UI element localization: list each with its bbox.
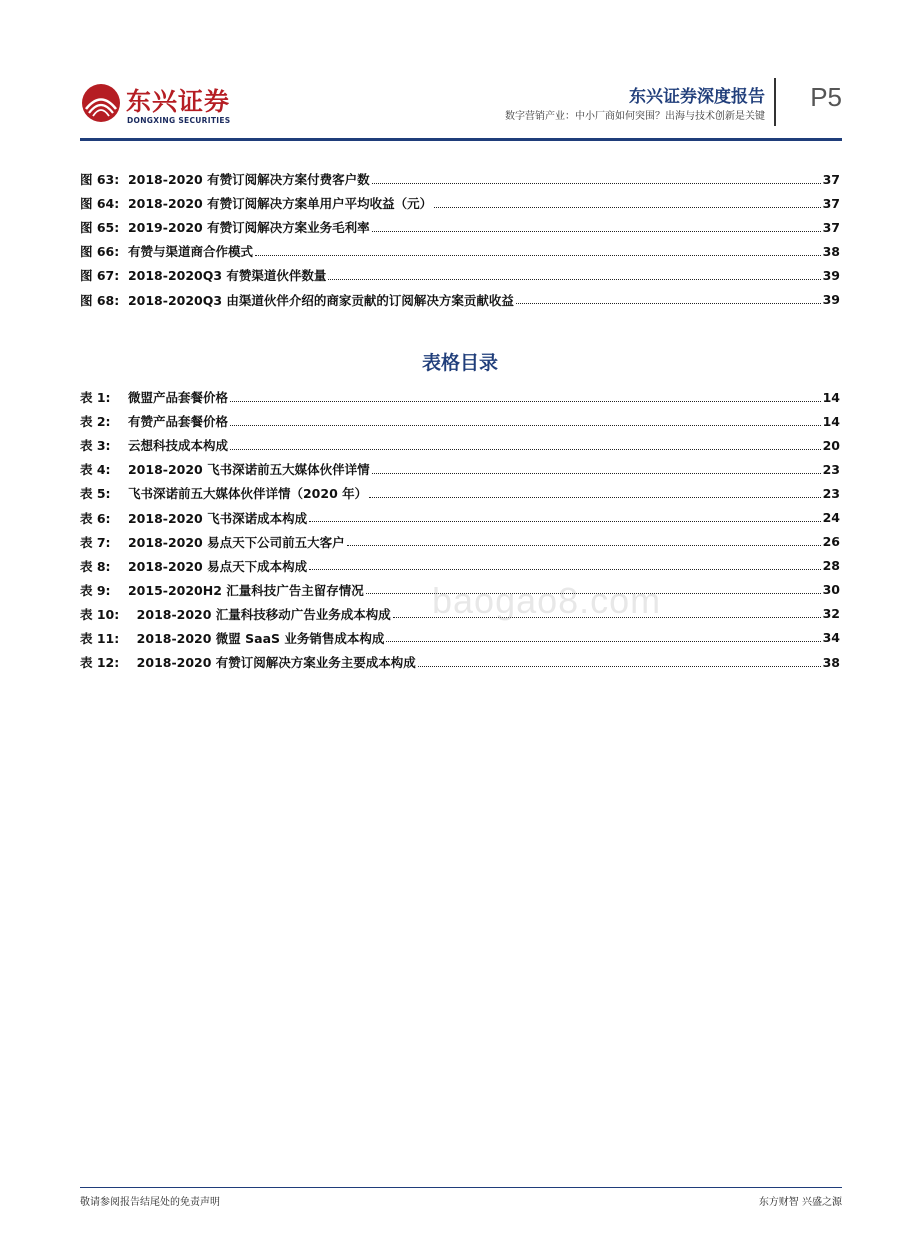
leader-dots (309, 569, 820, 570)
leader-dots (372, 473, 821, 474)
entry-title: 2018-2020 飞书深诺前五大媒体伙伴详情 (127, 462, 370, 478)
entry-title: 2018-2020 汇量科技移动广告业务成本构成 (136, 606, 391, 622)
entry-number: 表 4: (80, 462, 111, 478)
leader-dots (230, 425, 821, 426)
page-header (80, 72, 842, 142)
leader-dots (372, 183, 821, 184)
header-rule (80, 138, 842, 141)
leader-dots (369, 497, 820, 498)
entry-number: 图 67: (80, 268, 120, 284)
entry-title: 2018-2020 有赞订阅解决方案付费客户数 (127, 172, 370, 188)
leader-dots (434, 207, 821, 208)
entry-number: 表 12: (80, 655, 120, 671)
entry-page: 24 (822, 510, 840, 526)
toc-entry[interactable] (80, 481, 840, 505)
header-divider (774, 78, 776, 126)
toc-entry[interactable] (80, 505, 840, 529)
leader-dots (309, 521, 820, 522)
table-toc-list (80, 385, 840, 674)
leader-dots (347, 545, 821, 546)
page-number: P5 (810, 82, 842, 112)
leader-dots (230, 401, 821, 402)
toc-entry[interactable] (80, 409, 840, 433)
logo-emblem-icon (80, 82, 122, 124)
entry-number: 表 7: (80, 534, 111, 550)
entry-page: 39 (822, 267, 840, 283)
entry-number: 表 6: (80, 510, 111, 526)
watermark: baogao8.com (432, 580, 662, 621)
entry-number: 表 8: (80, 558, 111, 574)
leader-dots (328, 279, 820, 280)
entry-title: 2019-2020 有赞订阅解决方案业务毛利率 (127, 220, 370, 236)
entry-number: 表 10: (80, 606, 120, 622)
entry-number: 图 63: (80, 172, 120, 188)
leader-dots (386, 641, 820, 642)
entry-page: 23 (822, 461, 840, 477)
entry-title: 2018-2020Q3 有赞渠道伙伴数量 (127, 268, 327, 284)
entry-title: 2018-2020 飞书深诺成本构成 (127, 510, 308, 526)
entry-title: 2018-2020Q3 由渠道伙伴介绍的商家贡献的订阅解决方案贡献收益 (127, 292, 514, 308)
company-logo (80, 78, 320, 128)
toc-entry[interactable] (80, 457, 840, 481)
entry-page: 32 (822, 606, 840, 622)
entry-number: 图 64: (80, 196, 120, 212)
entry-page: 28 (822, 558, 840, 574)
entry-page: 38 (822, 243, 840, 259)
toc-entry[interactable] (80, 530, 840, 554)
entry-title: 微盟产品套餐价格 (127, 390, 228, 406)
entry-page: 39 (822, 292, 840, 308)
report-subtitle: 数字营销产业：中小厂商如何突围？出海与技术创新是关键 (505, 111, 765, 122)
entry-page: 14 (822, 389, 840, 405)
logo-text-cn: 东兴证券 (126, 87, 231, 116)
entry-title: 2018-2020 有赞订阅解决方案业务主要成本构成 (136, 655, 416, 671)
figure-toc-list (80, 167, 840, 312)
entry-title: 飞书深诺前五大媒体伙伴详情（2020 年） (127, 486, 368, 502)
report-title: 东兴证券深度报告 (629, 87, 765, 107)
entry-page: 38 (822, 654, 840, 670)
entry-number: 表 5: (80, 486, 111, 502)
footer-slogan: 东方财智 兴盛之源 (758, 1197, 842, 1208)
entry-number: 图 68: (80, 292, 120, 308)
logo-text-en: DONGXING SECURITIES (127, 116, 231, 125)
entry-number: 图 66: (80, 244, 120, 260)
toc-entry[interactable] (80, 191, 840, 215)
entry-title: 2018-2020 易点天下成本构成 (127, 558, 308, 574)
toc-entry[interactable] (80, 554, 840, 578)
toc-entry[interactable] (80, 263, 840, 287)
entry-page: 23 (822, 485, 840, 501)
entry-number: 表 1: (80, 390, 111, 406)
table-toc-heading: 表格目录 (421, 352, 498, 374)
entry-page: 34 (822, 630, 840, 646)
entry-title: 有赞产品套餐价格 (127, 414, 228, 430)
entry-page: 20 (822, 437, 840, 453)
toc-entry[interactable] (80, 287, 840, 311)
entry-number: 表 11: (80, 630, 120, 646)
entry-title: 2018-2020 易点天下公司前五大客户 (127, 534, 345, 550)
toc-entry[interactable] (80, 215, 840, 239)
toc-entry[interactable] (80, 385, 840, 409)
entry-title: 有赞与渠道商合作模式 (127, 244, 253, 260)
footer-rule (80, 1187, 842, 1188)
toc-entry[interactable] (80, 650, 840, 674)
leader-dots (255, 255, 821, 256)
entry-number: 表 9: (80, 582, 111, 598)
footer-disclaimer: 敬请参阅报告结尾处的免责声明 (80, 1197, 220, 1208)
entry-title: 云想科技成本构成 (127, 438, 228, 454)
leader-dots (516, 303, 821, 304)
entry-number: 图 65: (80, 220, 120, 236)
toc-entry[interactable] (80, 239, 840, 263)
entry-title: 2018-2020 有赞订阅解决方案单用户平均收益（元） (127, 196, 433, 212)
toc-entry[interactable] (80, 167, 840, 191)
leader-dots (230, 449, 821, 450)
entry-page: 37 (822, 171, 840, 187)
toc-entry[interactable] (80, 626, 840, 650)
entry-page: 26 (822, 534, 840, 550)
leader-dots (372, 231, 821, 232)
entry-page: 14 (822, 413, 840, 429)
entry-page: 37 (822, 219, 840, 235)
leader-dots (418, 666, 821, 667)
entry-number: 表 2: (80, 414, 111, 430)
entry-page: 30 (822, 582, 840, 598)
toc-entry[interactable] (80, 433, 840, 457)
entry-number: 表 3: (80, 438, 111, 454)
entry-page: 37 (822, 195, 840, 211)
entry-title: 2018-2020 微盟 SaaS 业务销售成本构成 (136, 630, 385, 646)
entry-title: 2015-2020H2 汇量科技广告主留存情况 (127, 582, 364, 598)
